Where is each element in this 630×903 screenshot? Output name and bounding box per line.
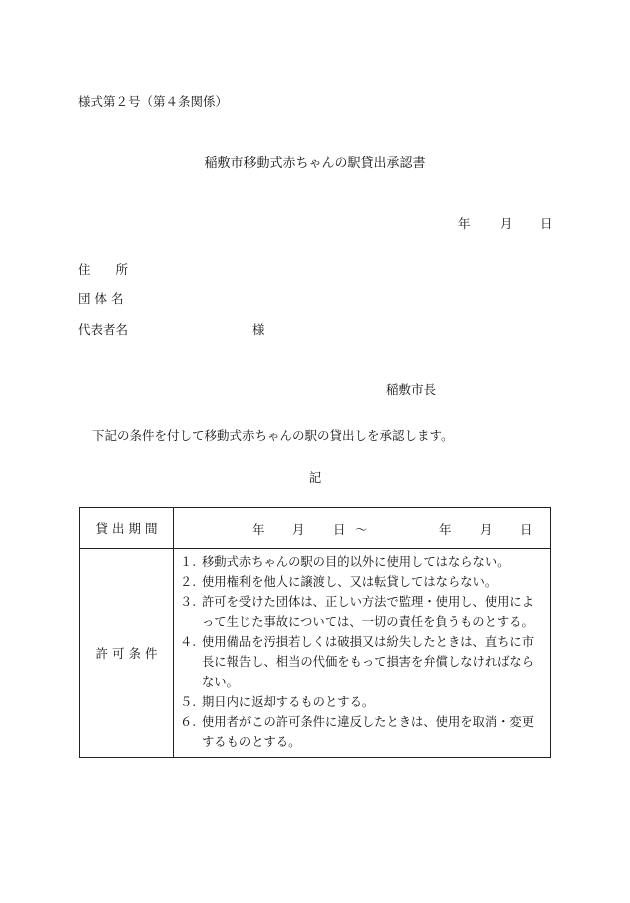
period-cell — [174, 508, 551, 549]
condition-item — [180, 552, 546, 572]
period-row — [80, 508, 551, 549]
condition-item — [180, 632, 546, 692]
issuer: 稲敷市長 — [386, 382, 437, 397]
condition-item — [180, 692, 546, 712]
period-month-end: 月 — [480, 522, 493, 537]
condition-text: 使用者がこの許可条件に違反したときは、使用を取消・変更するものとする。 — [202, 715, 535, 749]
condition-text: 使用備品を汚損若しくは破損又は紛失したときは、直ちに市長に報告し、相当の代価をもって損害を弁償しなければならない。 — [202, 635, 535, 689]
date-month: 月 — [500, 216, 513, 231]
condition-number: ２. — [180, 575, 197, 589]
representative-label: 代表者名 — [78, 322, 129, 337]
period-day-start: 日 — [333, 522, 346, 537]
date-day: 日 — [540, 216, 553, 231]
period-tilde: ～ — [355, 522, 368, 537]
condition-text: 許可を受けた団体は、正しい方法で監理・使用し、使用によって生じた事故については、一切の責任を負うものとする。 — [202, 595, 535, 629]
condition-item — [180, 572, 546, 592]
conditions-list — [174, 549, 551, 758]
condition-number: １. — [180, 555, 197, 569]
condition-number: ３. — [180, 595, 197, 609]
period-day-end: 日 — [520, 522, 533, 537]
period-year-start: 年 — [252, 522, 265, 537]
conditions-label: 許 可 条 件 — [80, 549, 174, 758]
date-year: 年 — [458, 216, 471, 231]
group-name-label: 団 体 名 — [78, 291, 124, 306]
form-number: 様式第２号（第４条関係） — [78, 94, 229, 109]
address-label: 住 所 — [78, 262, 129, 277]
condition-number: ５. — [180, 695, 197, 709]
condition-text: 期日内に返却するものとする。 — [202, 695, 375, 709]
document-title: 稲敷市移動式赤ちゃんの駅貸出承認書 — [204, 156, 426, 171]
condition-number: ４. — [180, 635, 197, 649]
period-month-start: 月 — [292, 522, 305, 537]
condition-number: ６. — [180, 715, 197, 729]
ki-heading: 記 — [308, 470, 322, 485]
condition-text: 使用権利を他人に譲渡し、又は転貸してはならない。 — [202, 575, 498, 589]
conditions-table — [79, 507, 551, 758]
period-label: 貸 出 期 間 — [80, 508, 174, 549]
condition-item — [180, 592, 546, 632]
condition-item — [180, 712, 546, 752]
conditions-row — [80, 549, 551, 758]
body-text: 下記の条件を付して移動式赤ちゃんの駅の貸出しを承認します。 — [92, 428, 454, 443]
condition-text: 移動式赤ちゃんの駅の目的以外に使用してはならない。 — [202, 555, 510, 569]
period-year-end: 年 — [439, 522, 452, 537]
honorific: 様 — [252, 322, 265, 337]
